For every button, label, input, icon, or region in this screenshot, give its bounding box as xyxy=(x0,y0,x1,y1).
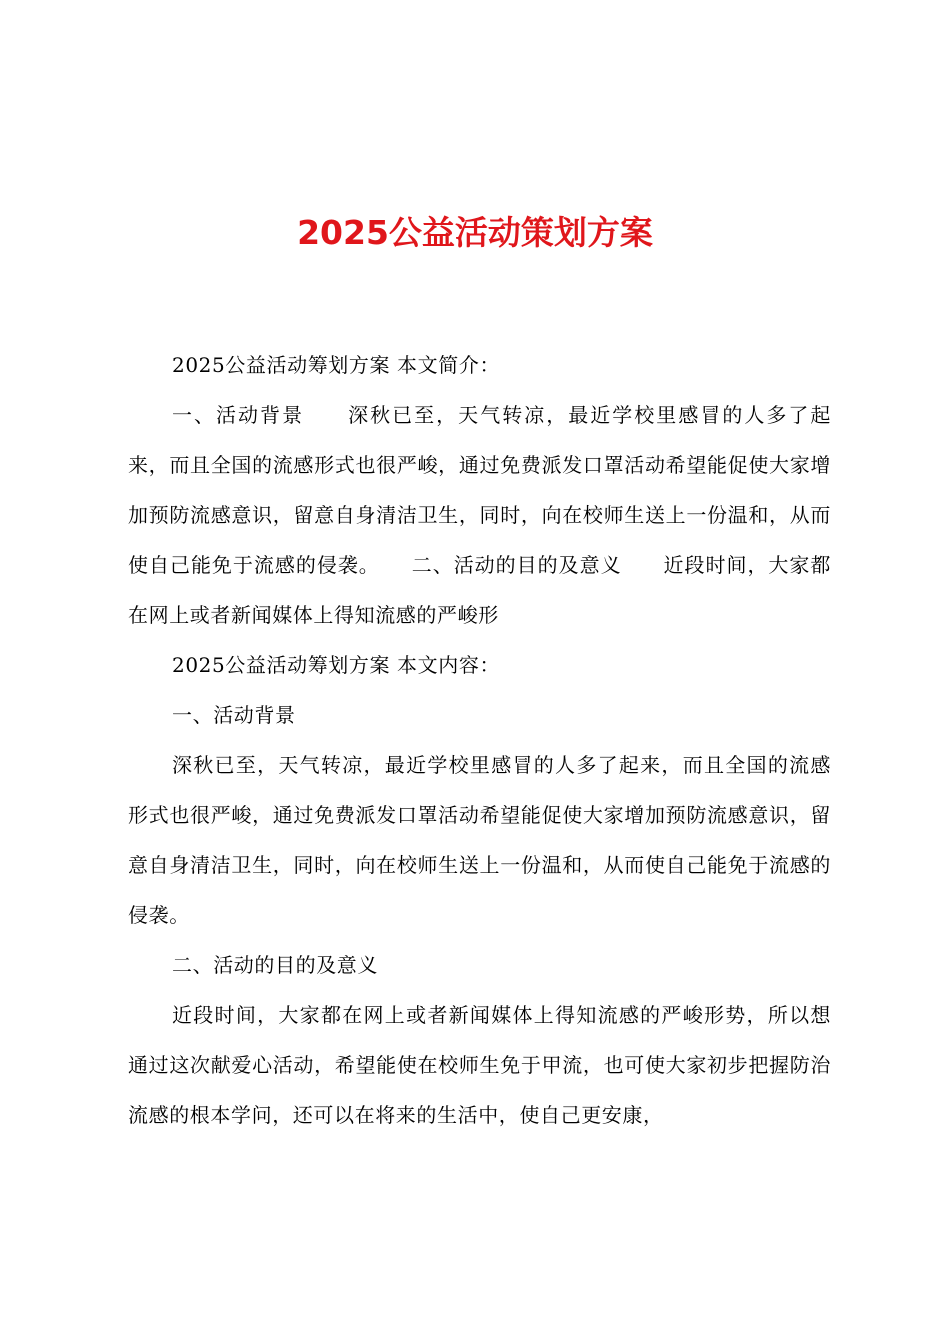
intro-heading: 2025公益活动筹划方案 本文简介： xyxy=(172,353,501,377)
document-title: 2025公益活动策划方案 xyxy=(297,213,653,252)
section-text-background: 深秋已至，天气转凉，最近学校里感冒的人多了起来，而且全国的流感形式也很严峻，通过免费派发口罩活动希望能促使大家增加预防流感意识，留意自身清洁卫生，同时，向在校师生送上一份温和，从而使自己能免于流感的侵袭。 xyxy=(128,753,831,927)
section-heading-background: 一、活动背景 xyxy=(172,703,296,727)
section-text-purpose: 近段时间，大家都在网上或者新闻媒体上得知流感的严峻形势，所以想通过这次献爱心活动，希望能使在校师生免于甲流，也可使大家初步把握防治流感的根本学问，还可以在将来的生活中，使自己更安康， xyxy=(128,1003,831,1127)
content-heading: 2025公益活动筹划方案 本文内容： xyxy=(172,653,501,677)
section-heading-purpose: 二、活动的目的及意义 xyxy=(172,953,378,977)
intro-summary: 一、活动背景 深秋已至，天气转凉，最近学校里感冒的人多了起来，而且全国的流感形式也很严峻，通过免费派发口罩活动希望能促使大家增加预防流感意识，留意自身清洁卫生，同时，向在校师生送上一份温和，从而使自己能免于流感的侵袭。 二、活动的目的及意义 近段时间，大家都在网上或者新闻媒体上得知流感的严峻形 xyxy=(128,403,831,627)
document-body xyxy=(128,340,831,1140)
